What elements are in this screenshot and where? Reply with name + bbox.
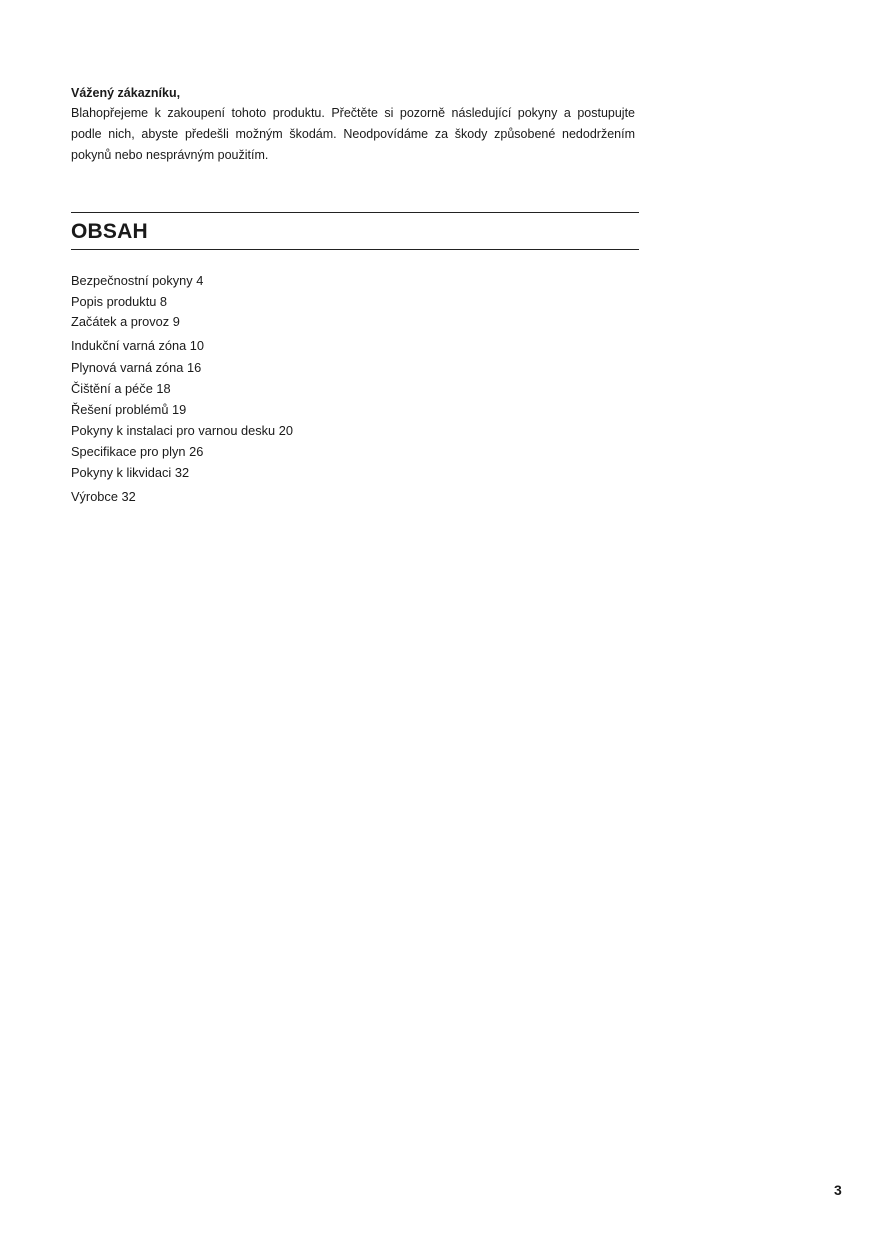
toc-item[interactable]: Indukční varná zóna 10 [71, 338, 205, 353]
intro-line: nedodržením pokynů nebo nesprávným použitím. [71, 127, 635, 162]
toc-item[interactable]: Popis produktu 8 [71, 294, 168, 309]
toc-item[interactable]: Začátek a provoz 9 [71, 314, 180, 329]
toc-item[interactable]: Pokyny k likvidaci 32 [71, 465, 190, 480]
page-number: 3 [834, 1182, 842, 1198]
toc-title: OBSAH [71, 220, 148, 243]
toc-item[interactable]: Čištění a péče 18 [71, 381, 171, 396]
intro-line: Blahopřejeme k zakoupení tohoto produktu. Přečtěte si pozorně následující pokyny a [71, 106, 571, 120]
greeting: Vážený zákazníku, [71, 86, 181, 100]
toc-item[interactable]: Výrobce 32 [71, 489, 136, 504]
toc-item[interactable]: Plynová varná zóna 16 [71, 360, 202, 375]
divider-bottom [71, 249, 639, 250]
intro-line: postupujte podle nich, abyste předešli možným škodám. Neodpovídáme za škody způsobené [71, 106, 635, 141]
toc-item[interactable]: Řešení problémů 19 [71, 402, 187, 417]
intro-paragraph [71, 103, 635, 166]
toc-item[interactable]: Specifikace pro plyn 26 [71, 444, 204, 459]
divider-top [71, 212, 639, 213]
toc-item[interactable]: Bezpečnostní pokyny 4 [71, 273, 204, 288]
toc-item[interactable]: Pokyny k instalaci pro varnou desku 20 [71, 423, 293, 438]
